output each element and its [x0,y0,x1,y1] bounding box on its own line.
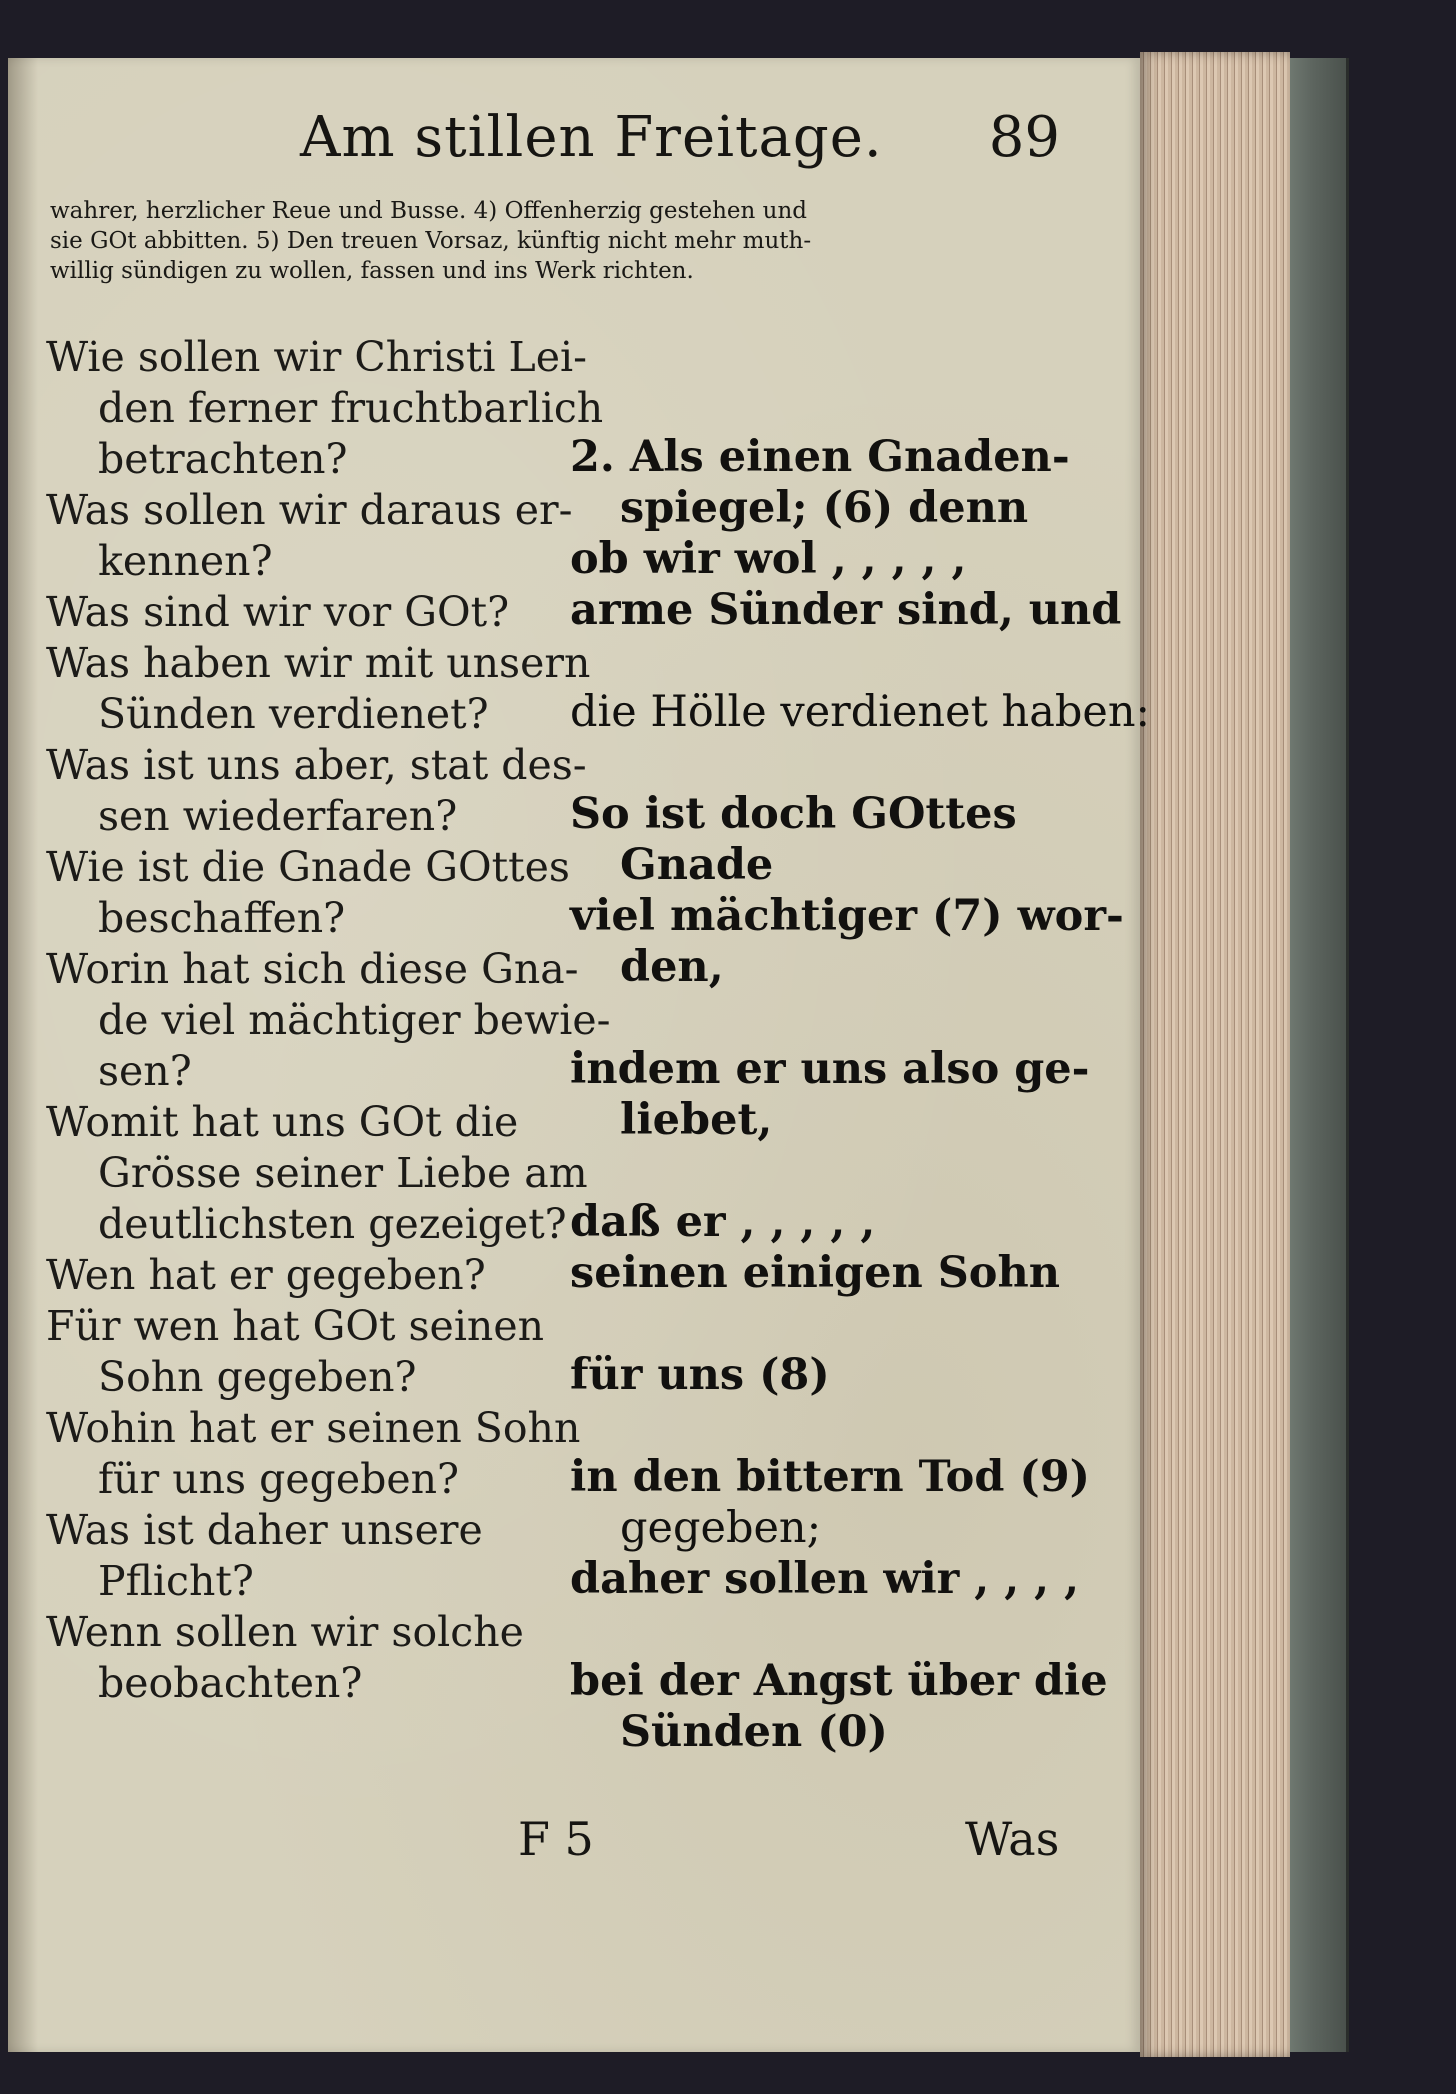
answer-line: arme Sünder sind, und [570,585,1122,635]
intro-line: wahrer, herzlicher Reue und Busse. 4) Offenherzig gestehen und [50,198,808,224]
question-line: Pflicht? [98,1557,254,1605]
question-line: Was sind wir vor GOt? [46,588,510,636]
gutter-shadow [8,58,38,2052]
question [46,587,546,638]
question-line: de viel mächtiger bewie- [98,996,611,1044]
question-line: Sohn gegeben? [98,1353,417,1401]
question-line: Wen hat er gegeben? [46,1251,486,1299]
answer-line: daher sollen wir , , , , [570,1554,1080,1604]
answer-line: gegeben; [620,1503,822,1553]
question-line: Was ist uns aber, stat des- [46,741,587,789]
answer-line: die Hölle verdienet haben: [570,687,1150,737]
answer-line: Gnade [620,840,774,890]
question-line: für uns gegeben? [98,1455,460,1503]
question [46,1403,581,1505]
answer-line: viel mächtiger (7) wor- [570,891,1124,941]
signature-mark: F 5 [518,1812,594,1866]
answer-line: in den bittern Tod (9) [570,1452,1090,1502]
question [46,485,573,587]
question [46,740,587,842]
question-line: Wohin hat er seinen Sohn [46,1404,581,1452]
answer-line: liebet, [620,1095,773,1145]
intro-line: willig sündigen zu wollen, fassen und ins Werk richten. [50,258,694,284]
question-line: betrachten? [98,435,348,483]
page-edges [1140,52,1290,2057]
answer-line: So ist doch GOttes [570,789,1017,839]
question-line: sen? [98,1047,192,1095]
page-number: 89 [988,105,1060,170]
question [46,944,611,1097]
answer-line: Sünden (0) [620,1707,888,1757]
question-line: Was sollen wir daraus er- [46,486,573,534]
question [46,842,570,944]
question-line: Wenn sollen wir solche [46,1608,524,1656]
question [46,638,591,740]
question-line: beschaffen? [98,894,346,942]
answer-line: den, [620,942,724,992]
question-line: kennen? [98,537,273,585]
answer-line: ob wir wol , , , , , [570,534,967,584]
answer-line: 2. Als einen Gnaden- [570,432,1070,482]
answer-line: daß er , , , , , [570,1197,876,1247]
intro-paragraph [50,196,1060,286]
catchword: Was [965,1812,1060,1866]
question-line: Wie sollen wir Christi Lei- [46,333,587,381]
question-line: Wie ist die Gnade GOttes [46,843,570,891]
question-line: Was haben wir mit unsern [46,639,591,687]
page-title: Am stillen Freitage. [300,105,883,170]
question-line: Für wen hat GOt seinen [46,1302,545,1350]
answer-line: spiegel; (6) denn [620,483,1029,533]
answer-line: bei der Angst über die [570,1656,1108,1706]
question [46,1250,546,1301]
answer-line: für uns (8) [570,1350,830,1400]
question-line: beobachten? [98,1659,363,1707]
question-line: Worin hat sich diese Gna- [46,945,579,993]
intro-line: sie GOt abbitten. 5) Den treuen Vorsaz, künftig nicht mehr muth- [50,228,812,254]
answer-line: indem er uns also ge- [570,1044,1090,1094]
question-line: Sünden verdienet? [98,690,489,738]
question [46,1301,546,1403]
book-cover-edge [1290,58,1349,2052]
answer-line: seinen einigen Sohn [570,1248,1060,1298]
running-header [300,105,1060,175]
question-line: deutlichsten gezeiget? [98,1200,567,1248]
question-line: sen wiederfaren? [98,792,458,840]
question [46,1607,546,1709]
question [46,332,604,485]
question-line: Was ist daher unsere [46,1506,483,1554]
question [46,1097,588,1250]
question-line: Grösse seiner Liebe am [98,1149,588,1197]
question-line: den ferner fruchtbarlich [98,384,604,432]
question-line: Womit hat uns GOt die [46,1098,519,1146]
question [46,1505,546,1607]
